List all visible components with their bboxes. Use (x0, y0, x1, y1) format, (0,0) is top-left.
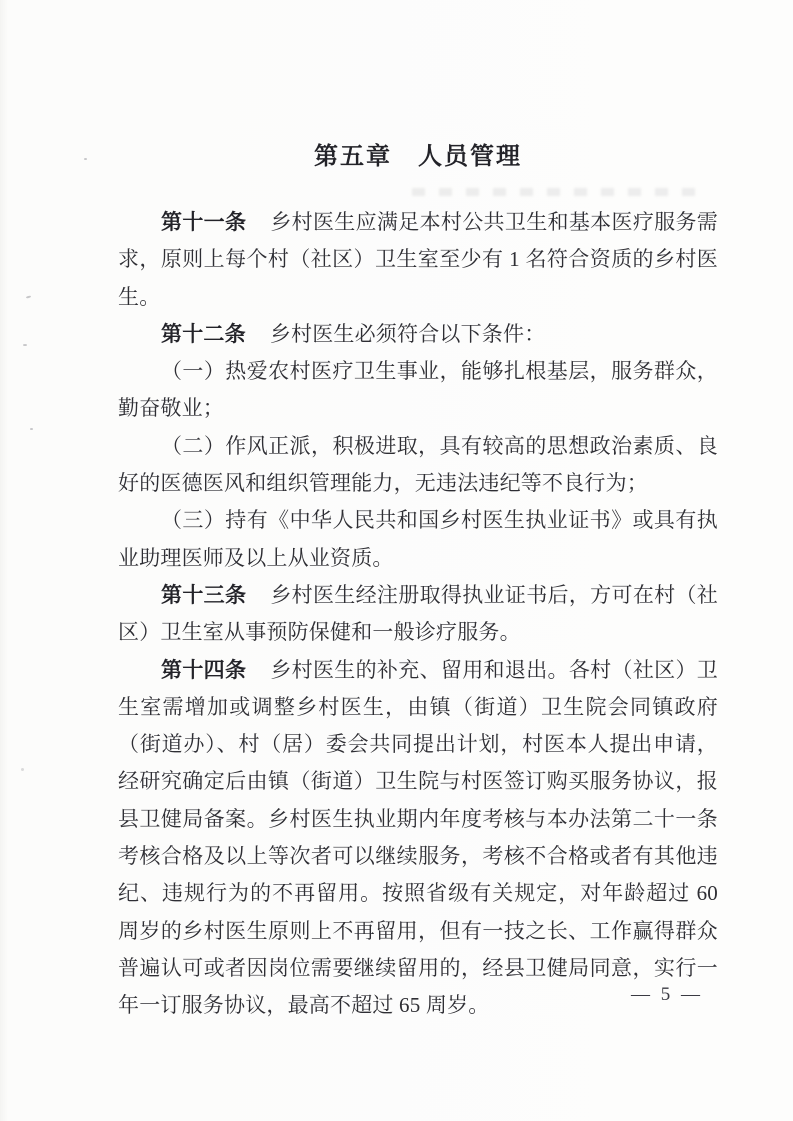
scan-artifact-speck (84, 158, 87, 160)
article-number: 第十二条 (161, 322, 246, 346)
paragraph-article-13 (118, 577, 718, 652)
paragraph-text: 乡村医生应满足本村公共卫生和基本医疗服务需求，原则上每个村（社区）卫生室至少有 1 名符合资质的乡村医生。 (118, 210, 718, 309)
paragraph-text: 乡村医生经注册取得执业证书后，方可在村（社区）卫生室从事预防保健和一般诊疗服务。 (118, 582, 718, 645)
paragraph-article-12 (118, 316, 718, 353)
chapter-title: 第五章 人员管理 (314, 143, 522, 170)
paragraph-text: 乡村医生的补充、留用和退出。各村（社区）卫生室需增加或调整乡村医生，由镇（街道）卫生院会同镇政府（街道办）、村（居）委会共同提出计划，村医本人提出申请，经研究确定后由镇（街道）卫生院与村医签订购买服务协议，报县卫健局备案。乡村医生执业期内年度考核与本办法第二十一条考核合格及以上等次者可以继续服务，考核不合格或者有其他违纪、违规行为的不再留用。按照省级有关规定，对年龄超过 60 周岁的乡村医生原则上不再留用，但有一技之长、工作赢得群众普遍认可或者因岗位需要继续留用的，经县卫健局同意，实行一年一订服务协议，最高不超过 65 周岁。 (118, 657, 718, 1018)
paragraph-text: （二）作风正派，积极进取，具有较高的思想政治素质、良好的医德医风和组织管理能力，无违法违纪等不良行为； (118, 433, 718, 496)
paragraph-item-1 (118, 353, 718, 428)
article-number: 第十一条 (161, 211, 247, 234)
page-number: — 5 — (631, 984, 703, 1005)
paragraph-item-2 (118, 428, 718, 503)
scan-artifact-speck (30, 428, 33, 430)
scan-artifact-speck (26, 295, 31, 298)
paragraph-article-11 (118, 204, 718, 316)
paragraph-text: （三）持有《中华人民共和国乡村医生执业证书》或具有执业助理医师及以上从业资质。 (118, 508, 718, 570)
document-body (118, 141, 718, 1025)
paragraph-text: （一）热爱农村医疗卫生事业，能够扎根基层，服务群众，勤奋敬业； (118, 359, 718, 421)
paragraph-article-14 (118, 652, 718, 1025)
paragraph-item-3 (118, 502, 718, 577)
scan-artifact-speck (23, 344, 27, 346)
article-number: 第十四条 (161, 658, 247, 682)
article-number: 第十三条 (161, 583, 247, 607)
paragraph-text: 乡村医生必须符合以下条件： (269, 321, 546, 346)
scan-artifact-speck (21, 768, 24, 771)
